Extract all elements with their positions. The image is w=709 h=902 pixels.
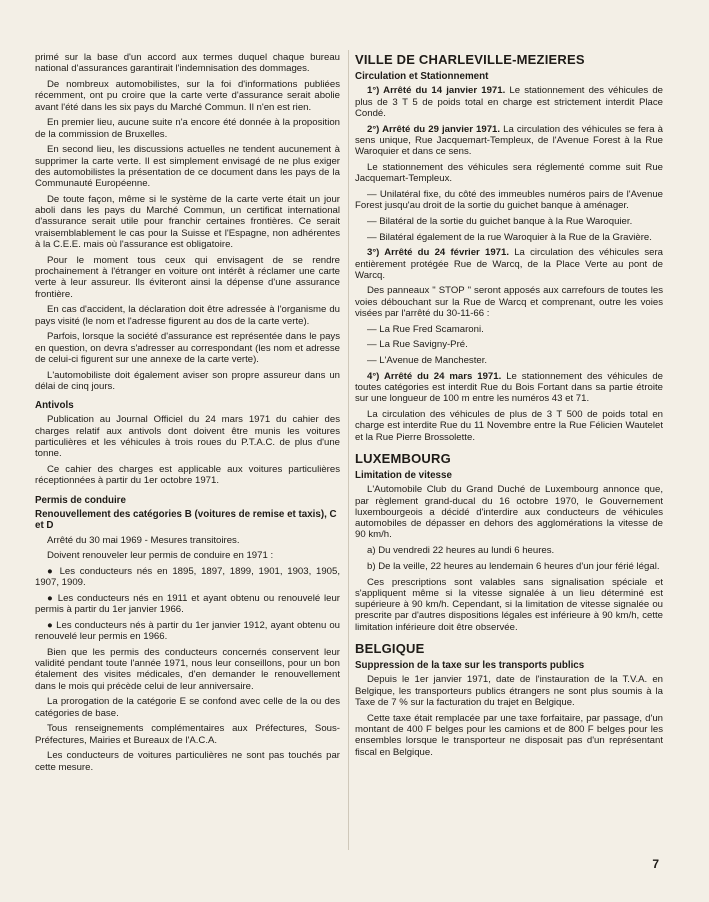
bullet-item: ● Les conducteurs nés en 1895, 1897, 1899, 1901, 1903, 1905, 1907, 1909.: [35, 565, 340, 589]
paragraph: Des panneaux " STOP " seront apposés aux carrefours de toutes les voies débouchant sur la Rue de Warcq et comprenant, outre les voies visées par l'arrêté du 30-11-66 :: [355, 285, 663, 320]
subsection-heading-renouvellement: Renouvellement des catégories B (voitures de remise et taxis), C et D: [35, 508, 337, 532]
paragraph: En second lieu, les discussions actuelles ne tendent aucunement à supprimer la carte verte. Il est simplement envisagé de ne plus exiger des automobilistes la présentation de ce document dans les pays de la Communauté Européenne.: [35, 144, 340, 190]
page-number: 7: [652, 857, 659, 871]
paragraph: Bien que les permis des conducteurs concernés conservent leur validité pendant toute l'année 1971, nous leur conseillons, pour un bon étalement des visites médicales, d'en demander le renouvellement dans le mois qui précède celui de leur anniversaire.: [35, 646, 340, 692]
decree-label: 4°) Arrêté du 24 mars 1971.: [367, 370, 502, 382]
dash-item: — La Rue Fred Scamaroni.: [367, 323, 484, 335]
paragraph: Parfois, lorsque la société d'assurance est représentée dans le pays en question, on devra s'adresser au correspondant (les nom et adresse de celui-ci figurent sur une annexe de la carte verte).: [35, 331, 340, 365]
subsection-heading-circulation: Circulation et Stationnement: [355, 71, 489, 82]
paragraph: Tous renseignements complémentaires aux Préfectures, Sous-Préfectures, Mairies et Bureaux de l'A.C.A.: [35, 723, 340, 746]
subsection-heading-suppression: Suppression de la taxe sur les transports publics: [355, 660, 585, 672]
paragraph: De toute façon, même si le système de la carte verte était un jour aboli dans les pays du Marché Commun, un certificat international d'assurance serait utile pour franchir certaines frontières. Ce serait vraisemblablement le cas pour la Suisse et l'Espagne, non adhérentes à la C.E.E. mais où l'assurance est obligatoire.: [35, 193, 340, 251]
paragraph: [355, 371, 663, 405]
section-heading-belgique: BELGIQUE: [355, 641, 425, 657]
paragraph: primé sur la base d'un accord aux termes duquel chaque bureau national d'assurances garantirait l'indemnisation des dommages.: [35, 52, 340, 75]
paragraph: Arrêté du 30 mai 1969 - Mesures transitoires.: [47, 534, 240, 546]
decree-text: Le stationnement des véhicules de toutes catégories est interdit Rue du Bois Fortant dans sa partie étroite sur une longueur de 100 m entre les numéros 43 et 71.: [355, 370, 663, 405]
dash-item: — Unilatéral fixe, du côté des immeubles numéros pairs de l'Avenue Forest jusqu'au droit de la sortie du guichet banque à aménager.: [355, 188, 663, 212]
paragraph: Publication au Journal Officiel du 24 mars 1971 du cahier des charges relatif aux antivols dont doivent être munis les voitures particulières et les véhicules à trois roues du P.T.A.C. de plus d'une tonne.: [35, 414, 340, 460]
paragraph: Ce cahier des charges est applicable aux voitures particulières réceptionnées à partir du 1er octobre 1971.: [35, 464, 340, 487]
decree-label: 1°) Arrêté du 14 janvier 1971.: [367, 85, 506, 97]
paragraph: Ces prescriptions sont valables sans signalisation spéciale et s'appliquent même si la vitesse signalée à un lieu déterminé est supérieure à 90 km/h. Cependant, si la limitation de vitesse signalée ou prescrite par d'autres dispositions légales est inférieure à 90 km/h, cette limitation inférieure doit être observée.: [355, 576, 663, 633]
paragraph: Cette taxe était remplacée par une taxe forfaitaire, par passage, d'un montant de 400 F belges pour les camions et de 800 F belges pour les ensembles lorsque le transporteur ne disposait pas d'un représentant fiscal en Belgique.: [355, 712, 663, 758]
paragraph: De nombreux automobilistes, sur la foi d'informations publiées récemment, ont pu croire que la carte verte d'assurance serait abolie avant l'été dans les six pays du Marché Commun. Il n'en est rien.: [35, 78, 340, 113]
paragraph: Pour le moment tous ceux qui envisagent de se rendre prochainement à l'étranger en voiture ont intérêt à réclamer une carte verte à leur assureur. Ils éviteront ainsi la dépense d'une assurance frontière.: [35, 254, 340, 300]
paragraph: La prorogation de la catégorie E se confond avec celle de la ou des catégories de base.: [35, 696, 340, 719]
paragraph: L'automobiliste doit également aviser son propre assureur dans un délai de cinq jours.: [35, 369, 340, 392]
paragraph: [355, 124, 663, 158]
right-column: [355, 52, 663, 762]
dash-item: — La Rue Savigny-Pré.: [367, 339, 468, 351]
left-column: [35, 52, 340, 777]
section-heading-antivols: Antivols: [35, 400, 74, 412]
paragraph: L'Automobile Club du Grand Duché de Luxembourg annonce que, par règlement grand-ducal du 16 octobre 1970, le Gouvernement luxembourgeois a décidé d'interdire aux conducteurs de véhicules automobiles de dépasser en dehors des agglomérations la vitesse de 90 km/h.: [355, 484, 663, 541]
bullet-item: ● Les conducteurs nés à partir du 1er janvier 1912, ayant obtenu ou renouvelé leur permis en 1966.: [35, 619, 340, 643]
decree-label: 2°) Arrêté du 29 janvier 1971.: [367, 123, 501, 135]
paragraph: [355, 247, 663, 281]
paragraph: En cas d'accident, la déclaration doit être adressée à l'organisme du pays visité (le nom et l'adresse figurent au dos de la carte verte).: [35, 304, 340, 327]
paragraph: La circulation des véhicules de plus de 3 T 500 de poids total en charge est interdite Rue du 11 Novembre entre la Rue Félicien Wautelet et la Rue Pierre Brossolette.: [355, 409, 663, 443]
subsection-heading-limitation: Limitation de vitesse: [355, 470, 452, 481]
paragraph: Depuis le 1er janvier 1971, date de l'instauration de la T.V.A. en Belgique, les transporteurs publics étrangers ne sont plus soumis à la Taxe de 7 % sur la facturation du trajet en Belgique.: [355, 674, 663, 708]
paragraph: Le stationnement des véhicules sera réglementé comme suit Rue Jacquemart-Templeux.: [355, 161, 663, 185]
list-item: a) Du vendredi 22 heures au lundi 6 heures.: [367, 545, 555, 557]
decree-text: Le stationnement des véhicules de plus de 3 T 5 de poids total en charge est strictement interdit Place Condé.: [355, 85, 663, 119]
decree-label: 3°) Arrêté du 24 février 1971.: [367, 247, 509, 259]
section-heading-permis: Permis de conduire: [35, 494, 126, 506]
bullet-item: ● Les conducteurs nés en 1911 et ayant obtenu ou renouvelé leur permis à partir du 1er janvier 1966.: [35, 592, 340, 616]
dash-item: — Bilatéral de la sortie du guichet banque à la Rue Waroquier.: [367, 215, 633, 227]
section-heading-luxembourg: LUXEMBOURG: [355, 451, 451, 466]
list-item: b) De la veille, 22 heures au lendemain 6 heures d'un jour férié légal.: [367, 560, 660, 572]
decree-text: La circulation des véhicules sera entièrement protégée Rue de Warcq, de la Place Verte au pont de Warcq.: [355, 247, 663, 281]
dash-item: — L'Avenue de Manchester.: [367, 355, 488, 367]
dash-item: — Bilatéral également de la rue Waroquier à la Rue de la Gravière.: [367, 231, 652, 243]
decree-text: La circulation des véhicules se fera à sens unique, Rue Jacquemart-Templeux, de l'Avenue Forest à la Rue Waroquier et dans ce sens.: [355, 123, 663, 158]
paragraph: En premier lieu, aucune suite n'a encore été donnée à la proposition de la commission de Bruxelles.: [35, 117, 340, 140]
paragraph: [355, 85, 663, 119]
column-divider: [348, 50, 349, 850]
section-heading-charleville: VILLE DE CHARLEVILLE-MEZIERES: [355, 52, 585, 67]
paragraph: Les conducteurs de voitures particulières ne sont pas touchés par cette mesure.: [35, 750, 340, 773]
paragraph: Doivent renouveler leur permis de conduire en 1971 :: [47, 550, 274, 562]
